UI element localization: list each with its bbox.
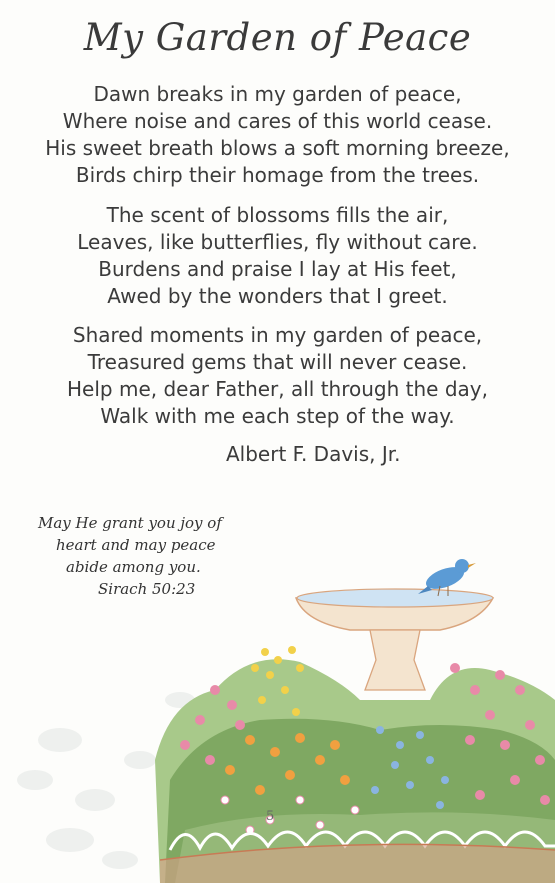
poem-line: Where noise and cares of this world cease. [62, 109, 493, 133]
verse-reference: Sirach 50:23 [98, 580, 196, 598]
poem-author: Albert F. Davis, Jr. [226, 442, 401, 466]
poem-line: Birds chirp their homage from the trees. [75, 163, 480, 187]
verse-line: May He grant you joy of [38, 514, 222, 532]
poem-line: Burdens and praise I lay at His feet, [98, 257, 457, 281]
verse-line: abide among you. [66, 558, 201, 576]
poem-line: Help me, dear Father, all through the day, [67, 377, 488, 401]
poem-line: Shared moments in my garden of peace, [72, 323, 483, 347]
page-number: 5 [266, 809, 275, 824]
garden-illustration [0, 520, 555, 883]
stanza-2 [0, 202, 555, 310]
flower-bed-icon [155, 646, 555, 883]
poem-line: Walk with me each step of the way. [100, 404, 455, 428]
stanza-1 [0, 81, 555, 189]
poem-line: Treasured gems that will never cease. [87, 350, 468, 374]
stanza-3 [0, 322, 555, 430]
poem-line: The scent of blossoms fills the air, [106, 203, 449, 227]
poem-line: Leaves, like butterflies, fly without care. [77, 230, 478, 254]
poem-title: My Garden of Peace [83, 16, 472, 59]
verse-line: heart and may peace [56, 536, 216, 554]
poem-line: Dawn breaks in my garden of peace, [93, 82, 462, 106]
poem-line: Awed by the wonders that I greet. [107, 284, 448, 308]
poem-line: His sweet breath blows a soft morning breeze, [45, 136, 510, 160]
